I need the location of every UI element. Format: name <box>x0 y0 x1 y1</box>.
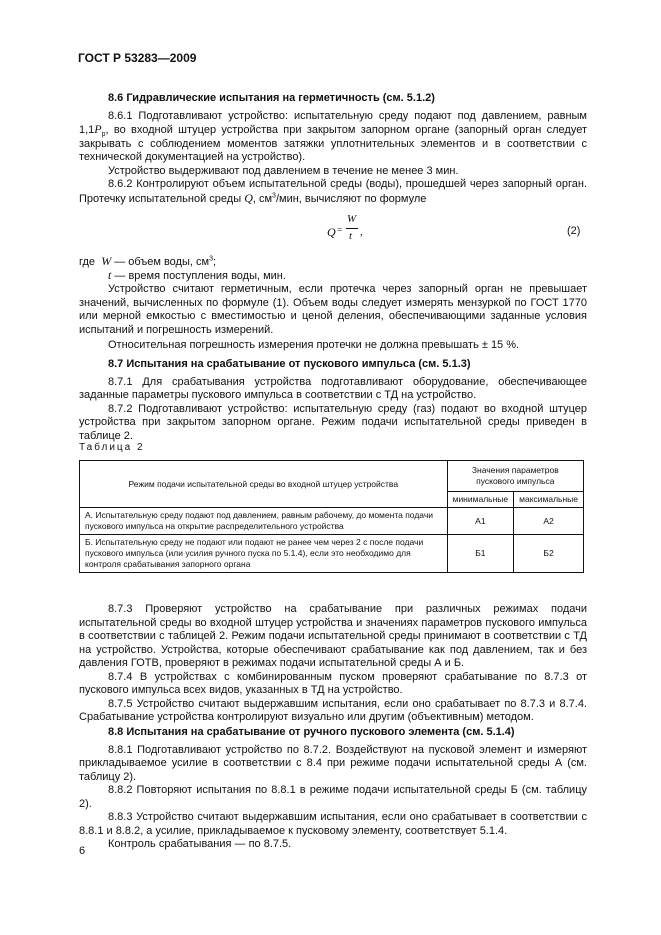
paragraph: 8.8.1 Подготавливают устройство по 8.7.2. Воздействуют на пусковой элемент и измеряют прикладываемое усилие в соответствии с 8.4 при режиме подачи испытательной среды А (см. таблицу 2). <box>79 743 587 783</box>
col-header-max: максимальные <box>514 492 584 508</box>
formula-comma: , <box>360 226 363 238</box>
paragraph: Относительная погрешность измерения протечки не должна превышать ± 15 %. <box>108 339 520 351</box>
cell-max: Б2 <box>514 535 584 573</box>
formula-numerator: W <box>347 213 357 225</box>
legend-row: где W — объем воды, $см^3$; <box>79 254 217 268</box>
section-heading: 8.6 Гидравлические испытания на герметичность (см. 5.1.2) <box>108 92 435 104</box>
section-8-7 <box>79 358 587 443</box>
formula-equals: = <box>337 225 343 235</box>
section-8-8 <box>79 726 587 852</box>
cell-mode: А. Испытательную среду подают под давлением, равным рабочему, до момента подачи пускового импульса на открытие распределительного устройства <box>80 508 448 535</box>
cell-min: А1 <box>447 508 514 535</box>
section-8-6-cont <box>79 283 587 353</box>
document-header: ГОСТ Р 53283—2009 <box>78 51 197 65</box>
paragraph: Устройство считают герметичным, если протечка через запорный орган не превышает значений, вычисленных по формуле (1). Объем воды следует измерять мензуркой по ГОСТ 1770 или мерной емкостью с вместимостью и ценой деления, обеспечивающими заданные условия испытаний и погрешность измерений. <box>79 283 587 336</box>
legend-row: t — время поступления воды, мин. <box>108 268 286 282</box>
fraction-bar <box>346 228 358 229</box>
table-header-row <box>80 461 584 492</box>
table-caption: Таблица 2 <box>79 442 145 453</box>
paragraph: Контроль срабатывания — по 8.7.5. <box>108 838 292 850</box>
table-2 <box>79 460 584 573</box>
section-heading: 8.7 Испытания на срабатывание от пускового импульса (см. 5.1.3) <box>108 358 471 370</box>
paragraph: 8.6.2 Контролируют объем испытательной среды (воды), прошедшей через запорный орган. Протечку испытательной среды Q, $см^3$/мин, вычисляют по формуле <box>79 178 587 205</box>
table-row <box>80 508 584 535</box>
paragraph: 8.8.3 Устройство считают выдержавшим испытания, если оно срабатывает в соответствии с 8.8.1 и 8.8.2, а усилие, прикладываемое к пусковому элементу, соответствует 5.1.4. <box>79 811 587 837</box>
formula-legend <box>79 255 286 283</box>
paragraph: 8.7.3 Проверяют устройство на срабатывание при различных режимах подачи испытательной среды во входной штуцер устройства и значениях параметров пускового импульса в соответствии с таблицей 2. Режим подачи испытательной среды принимают в соответствии с ТД на устройство. Устройства, которые обеспечивают срабатывание как под давлением, так и без давления ГОТВ, проверяют в режимах подачи испытательной среды А и Б. <box>79 603 587 669</box>
paragraph: 8.7.4 В устройствах с комбинированным пуском проверяют срабатывание по 8.7.3 от пускового импульса всех видов, указанных в ТД на устройство. <box>79 670 587 696</box>
col-header-values: Значения параметров пускового импульса <box>447 461 583 492</box>
table-row <box>80 535 584 573</box>
col-header-mode: Режим подачи испытательной среды во входной штуцер устройства <box>80 461 448 508</box>
formula-number: (2) <box>567 225 581 237</box>
section-heading: 8.8 Испытания на срабатывание от ручного пускового элемента (см. 5.1.4) <box>108 726 515 738</box>
formula-denominator: t <box>349 230 353 242</box>
paragraph: 8.7.1 Для срабатывания устройства подготавливают оборудование, обеспечивающее заданные параметры пускового импульса в соответствии с ТД на устройство. <box>79 375 587 401</box>
col-header-min: минимальные <box>447 492 514 508</box>
paragraph: Устройство выдерживают под давлением в течение не менее 3 мин. <box>108 164 459 177</box>
cell-max: А2 <box>514 508 584 535</box>
paragraph: 8.7.5 Устройство считают выдержавшим испытания, если оно срабатывает по 8.7.3 и 8.7.4. Срабатывание устройства контролируют визуально или другим (объективным) методом. <box>79 697 587 723</box>
formula-2 <box>0 213 661 253</box>
page-number: 6 <box>79 845 86 857</box>
paragraph: 8.8.2 Повторяют испытания по 8.8.1 в режиме подачи испытательной среды Б (см. таблицу 2). <box>79 784 587 810</box>
section-8-7-cont <box>79 603 587 725</box>
cell-mode: Б. Испытательную среду не подают или подают не ранее чем через 2 с после подачи пускового импульса (или усилия ручного пуска по 5.1.4), если это необходимо для контроля срабатывания запорного органа <box>80 535 448 573</box>
paragraph: 8.6.1 Подготавливают устройство: испытательную среду подают под давлением, равным $1,1P_р$, во входной штуцер устройства при закрытом запорном органе (запорный орган следует закрывать с соблюдением моментов затяжки уплотнительных элементов и в соответствии с технической документацией на устройство). <box>79 109 587 163</box>
cell-min: Б1 <box>447 535 514 573</box>
formula-lhs: Q <box>327 225 336 239</box>
paragraph: 8.7.2 Подготавливают устройство: испытательную среду (газ) подают во входной штуцер устройства при закрытом запорном органе. Режим подачи испытательной среды приведен в таблице 2. <box>79 402 587 442</box>
section-8-6 <box>79 92 587 206</box>
